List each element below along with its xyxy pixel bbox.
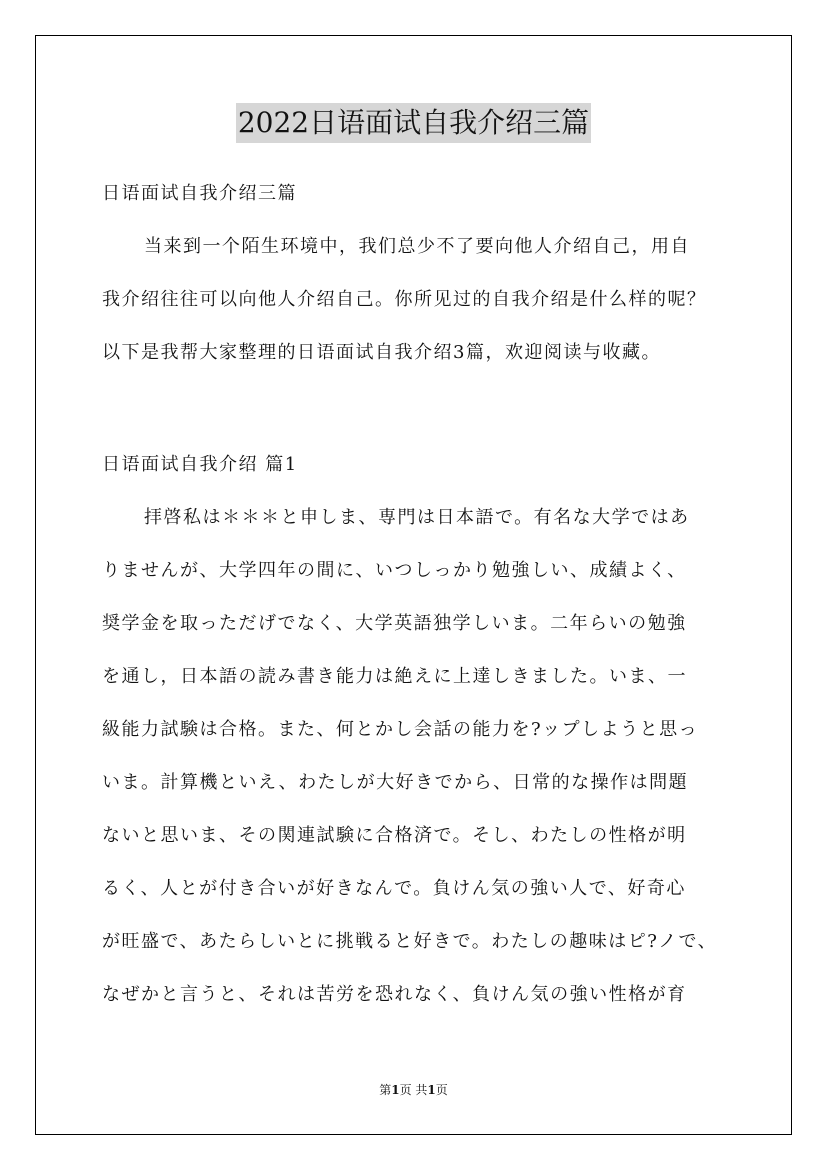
document-title: [0, 102, 827, 143]
body-line-2: りませんが、大学四年の間に、いつしっかり勉強しい、成績よく、: [102, 560, 687, 581]
intro-line-3: 以下是我帮大家整理的日语面试自我介绍3篇，欢迎阅读与收藏。: [102, 342, 661, 363]
body-line-7: ないと思いま、その関連試験に合格済で。そし、わたしの性格が明: [102, 825, 687, 846]
document-title-text: 2022日语面试自我介绍三篇: [236, 103, 591, 143]
body-line-9: が旺盛で、あたらしいとに挑戦ると好きで。わたしの趣味はピ?ノで、: [102, 931, 718, 952]
body-line-5: 級能力試験は合格。また、何とかし会話の能力を?ップしようと思っ: [102, 719, 699, 740]
page-number: 1: [391, 1083, 400, 1097]
total-pages: 1: [427, 1083, 436, 1097]
body-line-4: を通し，日本語の読み書き能力は絶えに上達しきました。いま、一: [102, 666, 687, 687]
intro-line-1: 当来到一个陌生环境中，我们总少不了要向他人介绍自己，用自: [144, 236, 690, 257]
page-mid: 页 共: [399, 1083, 428, 1097]
page-footer: [0, 1082, 827, 1098]
body-line-10: なぜかと言うと、それは苦労を恐れなく、負けん気の強い性格が育: [102, 984, 687, 1005]
body-line-8: るく、人とが付き合いが好きなんで。負けん気の強い人で、好奇心: [102, 878, 686, 899]
section-heading: 日语面试自我介绍 篇1: [102, 454, 298, 475]
body-line-1: 拝啓私は＊＊＊と申しま、専門は日本語で。有名な大学ではあ: [144, 507, 690, 528]
intro-line-2: 我介绍往往可以向他人介绍自己。你所见过的自我介绍是什么样的呢？: [102, 289, 707, 310]
document-subtitle: 日语面试自我介绍三篇: [102, 183, 297, 204]
body-line-3: 奨学金を取っただげでなく、大学英語独学しいま。二年らいの勉強: [102, 613, 687, 634]
body-line-6: いま。計算機といえ、わたしが大好きでから、日常的な操作は問題: [102, 772, 689, 793]
page-suffix: 页: [435, 1083, 448, 1097]
page-prefix: 第: [379, 1083, 392, 1097]
